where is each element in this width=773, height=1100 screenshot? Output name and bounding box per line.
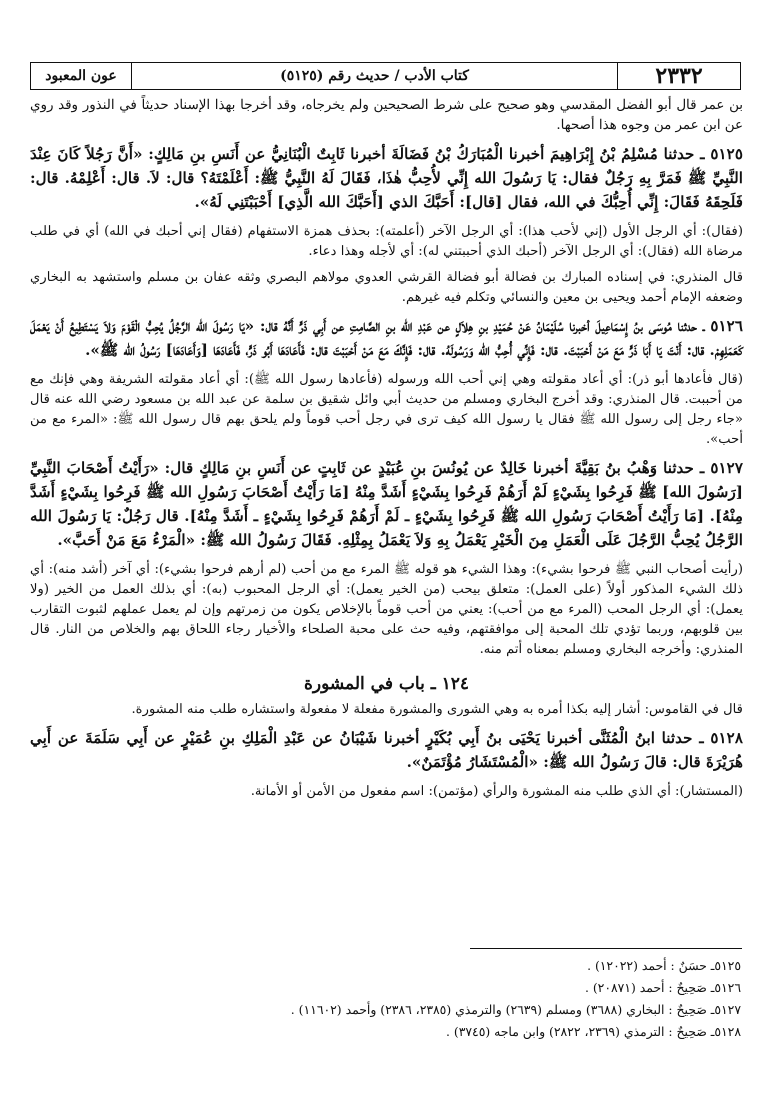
- hadith-5128: ٥١٢٨ ـ حدثنا ابنُ الْمُثَنَّى أخبرنا يَحْيَى بنُ أَبِي بُكَيْرٍ أخبرنا شَيْبَانُ عن عَبْدِ الْمَلِكِ بنِ عُمَيْرٍ عن أَبِي سَلَمَةَ عن أَبِي هُرَيْرَةَ قال: قالَ رَسُولُ الله ﷺ: «الْمُسْتَشَارُ مُؤْتَمَنٌ».: [30, 729, 743, 771]
- hadith-5125: ٥١٢٥ ـ حدثنا مُسْلِمُ بْنُ إِبْرَاهِيمَ أخبرنا الْمُبَارَكُ بْنُ فَضَالَةَ أخبرنا ثَابِتٌ الْبُنَانِيُّ عن أَنَسِ بنِ مَالِكٍ: «أَنَّ رَجُلاً كَانَ عِنْدَ النَّبِيِّ ﷺ فَمَرَّ بِهِ رَجُلٌ فقال: يَا رَسُولَ الله إِنِّي لأُحِبُّ هٰذَا، فَقَالَ لَهُ النَّبِيُّ ﷺ: أَعْلَمْتَهُ؟ قال: لاَ. قال: أَعْلِمْهُ. قال: فَلَحِقَهُ فَقَالَ: إِنِّي أُحِبُّكَ في الله، فقال [قال]: أَحَبَّكَ الذي [أَحَبَّكَ الله الَّذِي] أَحْبَبْتَنِي لَهُ».: [30, 145, 743, 211]
- footnote: ٥١٢٥ـ حسَنٌ : أحمد (١٢٠٢٢) .: [587, 958, 741, 973]
- page-number: ٢٣٣٢: [617, 63, 740, 89]
- commentary-5127: (رأيت أصحاب النبي ﷺ فرحوا بشيء): وهذا الشيء هو قوله ﷺ المرء مع من أحب (لم أرهم فرحوا بشيء): أي آخر (أشد منه): أي ذلك الشيء المذكور أولاً (على العمل): متعلق بيحب (من الخير يعمل): أي الرجل المحبوب (به): أي بذلك العمل من الخير (ولا يعمل): أي الرجل المحب (المرء مع من أحب): يعني من أحب قوماً بالإخلاص يكون من زمرتهم وإن لم يعمل عملهم لثبوت التقارب بين قلوبهم، وربما تؤدي تلك المحبة إلى موافقتهم، وفيه حث على محبة الصلحاء والأخيار رجاء اللحاق بهم والخلاص من النار. قال المنذري: وأخرجه البخاري ومسلم بمعناه أتم منه.: [30, 562, 743, 657]
- commentary-5128: (المستشار): أي الذي طلب منه المشورة والرأي (مؤتمن): اسم مفعول من الأمن أو الأمانة.: [250, 784, 743, 799]
- footnote: ٥١٢٧ـ صَحِيحٌ : البخاري (٣٦٨٨) ومسلم (٢٦٣٩) والترمذي (٢٣٨٥، ٢٣٨٦) وأحمد (١١٦٠٢) .: [290, 1002, 741, 1017]
- mundhiri-note-5125: قال المنذري: في إسناده المبارك بن فضالة أبو فضالة القرشي العدوي مولاهم البصري وثقه عفان بن مسلم واستشهد به البخاري وضعفه الإمام أحمد ويحيى بن معين والنسائي وتكلم فيه غيرهم.: [30, 270, 743, 305]
- commentary-5126: (قال فأعادها أبو ذر): أي أعاد مقولته وهي إني أحب الله ورسوله (فأعادها رسول الله ﷺ): أي أعاد مقولته الشريفة وهي فإنك مع من أحببت. قال المنذري: وقد أخرج البخاري ومسلم من حديث أبي وائل شقيق بن سلمة عن عبد الله بن مسعود رضي الله عنه قال «جاء رجل إلى رسول الله ﷺ فقال يا رسول الله كيف ترى في رجل أحب قوماً ولم يلحق بهم قال رسول الله ﷺ: «المرء مع من أحب».: [30, 372, 743, 447]
- main-text: [30, 96, 743, 808]
- footnote-divider: [470, 948, 742, 949]
- dictionary-note: قال في القاموس: أشار إليه بكذا أمره به وهي الشورى والمشورة مفعلة لا مفعولة واستشاره طلب منه المشورة.: [131, 702, 743, 717]
- footnote: ٥١٢٨ـ صَحِيحٌ : الترمذي (٢٣٦٩، ٢٨٢٢) وابن ماجه (٣٧٤٥) .: [446, 1024, 741, 1039]
- chapter-title: ١٢٤ ـ باب في المشورة: [303, 674, 470, 694]
- hadith-5126: ٥١٢٦ ـ حدثنا مُوسَى بنُ إِسْمَاعِيلَ أخبرنا سُلَيْمَانُ عَنْ حُمَيْدِ بنِ هِلاَلٍ عن عَبْدِ الله بنِ الصَّامِتِ عن أَبِي ذَرٍّ أَنَّهُ قال: «يَا رَسُولَ الله الرَّجُلُ يُحِبُّ الْقَوْمَ وَلاَ يَسْتَطِيعُ أَنْ يَعْمَلَ كَعَمَلِهِمْ. قال: أَنْتَ يَا أَبَا ذَرٍّ مَعَ مَنْ أَحْبَبْتَ. قال: فَإِنِّي أُحِبُّ الله وَرَسُولَهُ. قال: فَإِنَّكَ مَعَ مَنْ أَحْبَبْتَ قال: فَأَعَادَهَا أَبُو ذَرٍّ، فَأَعَادَهَا [وَأَعَادَهَا] رَسُولُ الله ﷺ».: [30, 317, 743, 359]
- footnote: ٥١٢٦ـ صَحِيحٌ : أحمد (٢٠٨٧١) .: [584, 980, 741, 995]
- book-title: عون المعبود: [45, 68, 117, 84]
- paragraph: بن عمر قال أبو الفضل المقدسي وهو صحيح على شرط الصحيحين ولم يخرجاه، وقد أخرجا بهذا الإسناد حديثاً في النذور وقد روي عن ابن عمر من وجوه هذا أصحها.: [30, 98, 743, 133]
- page-header: [30, 62, 741, 90]
- commentary-5125: (فقال): أي الرجل الأول (إني لأحب هذا): أي الرجل الآخر (أعلمته): بحذف همزة الاستفهام (فقال إني أحبك في الله) أي في طلب مرضاة الله (فقال): أي الرجل الآخر (أحبك الذي أحببتني له): أي لأجله وهذا دعاء.: [30, 224, 743, 259]
- section-title: كتاب الأدب / حديث رقم (٥١٢٥): [131, 63, 617, 89]
- footnotes: [101, 955, 741, 1043]
- hadith-5127: ٥١٢٧ ـ حدثنا وَهْبُ بنُ بَقِيَّةَ أخبرنا خَالِدٌ عن يُونُسَ بنِ عُبَيْدٍ عن ثَابِتٍ عن أَنَسِ بنِ مَالِكٍ قال: «رَأَيْتُ أَصْحَابَ النَّبِيِّ [رَسُولَ الله] ﷺ فَرِحُوا بِشَيْءٍ لَمْ أَرَهُمْ فَرِحُوا بِشَيْءٍ أَشَدَّ مِنْهُ [مَا رَأَيْتُ أَصْحَابَ رَسُولِ الله ﷺ فَرِحُوا بِشَيْءٍ أَشَدَّ مِنْهُ]. [مَا رَأَيْتُ أَصْحَابَ رَسُولِ الله ﷺ فَرِحُوا بِشَيْءٍ ـ لَمْ أَرَهُمْ فَرِحُوا بِشَيْءٍ ـ أَشَدَّ مِنْهُ]. قال رَجُلٌ: يَا رَسُولَ الله الرَّجُلُ يُحِبُّ الرَّجُلَ عَلَى الْعَمَلِ مِنَ الْخَيْرِ يَعْمَلُ بِهِ وَلاَ يَعْمَلُ بِمِثْلِهِ. فَقَالَ رَسُولُ الله ﷺ: «الْمَرْءُ مَعَ مَنْ أَحَبَّ».: [30, 459, 743, 549]
